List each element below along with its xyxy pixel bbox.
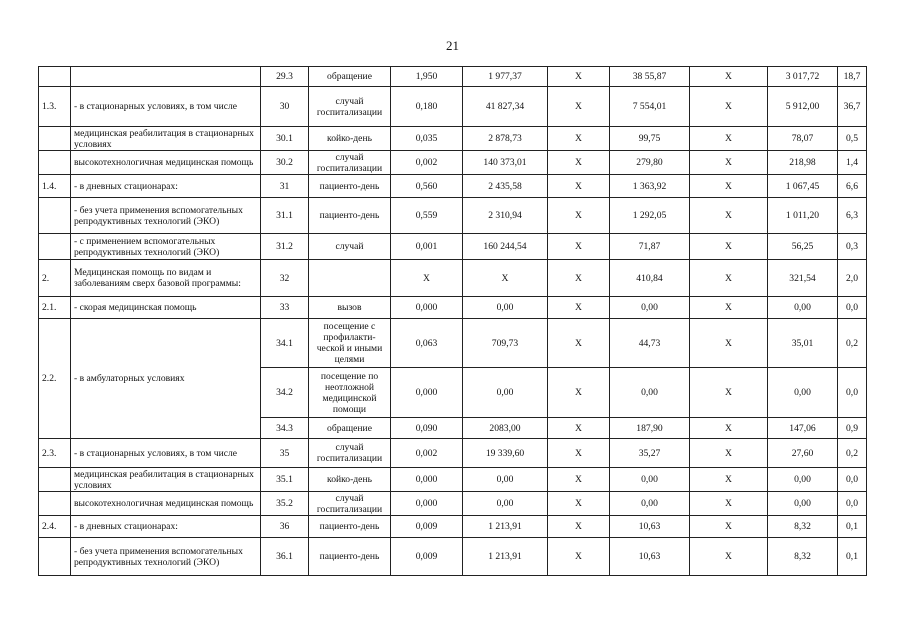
row-total: 321,54 xyxy=(768,260,838,297)
row-line-code: 30.2 xyxy=(261,151,309,175)
row-unit: случай госпитализации xyxy=(309,87,391,127)
row-number: 2. xyxy=(39,260,71,297)
row-name: - с применением вспомогательных репродуктивных технологий (ЭКО) xyxy=(71,234,261,260)
row-cost: 0,00 xyxy=(463,297,548,319)
row-sum: 1 292,05 xyxy=(610,198,690,234)
row-volume: 0,559 xyxy=(391,198,463,234)
row-x1: X xyxy=(548,175,610,198)
table-row xyxy=(39,439,867,468)
row-unit: обращение xyxy=(309,67,391,87)
row-x1: X xyxy=(548,468,610,492)
row-percent: 0,2 xyxy=(838,319,867,368)
row-unit: пациенто-день xyxy=(309,516,391,538)
row-name: - в дневных стационарах: xyxy=(71,516,261,538)
row-percent: 1,4 xyxy=(838,151,867,175)
row-line-code: 36.1 xyxy=(261,538,309,576)
row-volume: 0,000 xyxy=(391,297,463,319)
row-sum: 0,00 xyxy=(610,297,690,319)
row-x2: X xyxy=(690,538,768,576)
row-volume: 0,002 xyxy=(391,439,463,468)
table-row xyxy=(39,175,867,198)
row-volume: 0,000 xyxy=(391,492,463,516)
row-total: 27,60 xyxy=(768,439,838,468)
row-name: - в стационарных условиях, в том числе xyxy=(71,439,261,468)
row-number xyxy=(39,151,71,175)
row-unit: вызов xyxy=(309,297,391,319)
row-x1: X xyxy=(548,516,610,538)
row-number xyxy=(39,67,71,87)
row-percent: 0,5 xyxy=(838,127,867,151)
row-total: 8,32 xyxy=(768,516,838,538)
row-sum: 10,63 xyxy=(610,538,690,576)
row-line-code: 30 xyxy=(261,87,309,127)
row-line-code: 33 xyxy=(261,297,309,319)
row-cost: 1 977,37 xyxy=(463,67,548,87)
row-percent: 0,0 xyxy=(838,468,867,492)
row-cost: 0,00 xyxy=(463,368,548,418)
row-line-code: 31.2 xyxy=(261,234,309,260)
row-percent: 0,0 xyxy=(838,492,867,516)
row-percent: 0,2 xyxy=(838,439,867,468)
row-x1: X xyxy=(548,151,610,175)
row-x2: X xyxy=(690,198,768,234)
row-cost: 41 827,34 xyxy=(463,87,548,127)
row-cost: 1 213,91 xyxy=(463,516,548,538)
row-percent: 0,3 xyxy=(838,234,867,260)
row-number: 2.4. xyxy=(39,516,71,538)
row-volume: 0,009 xyxy=(391,516,463,538)
row-x1: X xyxy=(548,67,610,87)
row-total: 218,98 xyxy=(768,151,838,175)
row-number xyxy=(39,198,71,234)
row-name: - скорая медицинская помощь xyxy=(71,297,261,319)
row-volume: 0,002 xyxy=(391,151,463,175)
row-sum: 1 363,92 xyxy=(610,175,690,198)
row-percent: 0,9 xyxy=(838,418,867,439)
row-sum: 187,90 xyxy=(610,418,690,439)
row-unit: койко-день xyxy=(309,468,391,492)
row-number xyxy=(39,234,71,260)
row-x2: X xyxy=(690,67,768,87)
row-cost: X xyxy=(463,260,548,297)
row-percent: 0,0 xyxy=(838,368,867,418)
row-x1: X xyxy=(548,87,610,127)
row-x2: X xyxy=(690,127,768,151)
row-volume: X xyxy=(391,260,463,297)
row-unit: койко-день xyxy=(309,127,391,151)
row-name: медицинская реабилитация в стационарных условиях xyxy=(71,468,261,492)
row-line-code: 31.1 xyxy=(261,198,309,234)
row-x2: X xyxy=(690,418,768,439)
table-row xyxy=(39,87,867,127)
row-x1: X xyxy=(548,260,610,297)
row-total: 147,06 xyxy=(768,418,838,439)
row-cost: 2083,00 xyxy=(463,418,548,439)
table-row xyxy=(39,492,867,516)
table-row xyxy=(39,260,867,297)
row-number xyxy=(39,538,71,576)
row-percent: 6,3 xyxy=(838,198,867,234)
table-row xyxy=(39,468,867,492)
row-line-code: 29.3 xyxy=(261,67,309,87)
row-volume: 0,001 xyxy=(391,234,463,260)
row-unit xyxy=(309,260,391,297)
row-percent: 0,1 xyxy=(838,516,867,538)
row-line-code: 34.3 xyxy=(261,418,309,439)
row-total: 0,00 xyxy=(768,468,838,492)
row-x2: X xyxy=(690,175,768,198)
row-total: 0,00 xyxy=(768,297,838,319)
row-total: 0,00 xyxy=(768,368,838,418)
row-cost: 0,00 xyxy=(463,468,548,492)
row-sum: 0,00 xyxy=(610,368,690,418)
row-sum: 35,27 xyxy=(610,439,690,468)
row-unit: случай госпитализации xyxy=(309,492,391,516)
row-name: высокотехнологичная медицинская помощь xyxy=(71,492,261,516)
row-x1: X xyxy=(548,368,610,418)
table-row xyxy=(39,319,867,368)
row-x1: X xyxy=(548,538,610,576)
row-name: - без учета применения вспомогательных репродуктивных технологий (ЭКО) xyxy=(71,198,261,234)
row-x2: X xyxy=(690,319,768,368)
row-sum: 99,75 xyxy=(610,127,690,151)
row-total: 0,00 xyxy=(768,492,838,516)
row-sum: 7 554,01 xyxy=(610,87,690,127)
row-name: высокотехнологичная медицинская помощь xyxy=(71,151,261,175)
row-sum: 10,63 xyxy=(610,516,690,538)
row-x2: X xyxy=(690,87,768,127)
row-volume: 1,950 xyxy=(391,67,463,87)
row-x2: X xyxy=(690,439,768,468)
row-x1: X xyxy=(548,439,610,468)
row-volume: 0,063 xyxy=(391,319,463,368)
row-percent: 6,6 xyxy=(838,175,867,198)
table-row xyxy=(39,151,867,175)
table-row xyxy=(39,127,867,151)
row-unit: посещение по неотложной медицинской помощи xyxy=(309,368,391,418)
row-unit: случай xyxy=(309,234,391,260)
row-sum: 279,80 xyxy=(610,151,690,175)
row-name: Медицинская помощь по видам и заболеваниям сверх базовой программы: xyxy=(71,260,261,297)
row-sum: 44,73 xyxy=(610,319,690,368)
row-total: 3 017,72 xyxy=(768,67,838,87)
row-number: 1.4. xyxy=(39,175,71,198)
row-cost: 0,00 xyxy=(463,492,548,516)
row-x1: X xyxy=(548,127,610,151)
row-x1: X xyxy=(548,198,610,234)
row-cost: 2 878,73 xyxy=(463,127,548,151)
row-total: 5 912,00 xyxy=(768,87,838,127)
row-x2: X xyxy=(690,492,768,516)
row-percent: 0,0 xyxy=(838,297,867,319)
row-volume: 0,035 xyxy=(391,127,463,151)
row-cost: 2 435,58 xyxy=(463,175,548,198)
row-line-code: 35.2 xyxy=(261,492,309,516)
row-x1: X xyxy=(548,297,610,319)
row-total: 78,07 xyxy=(768,127,838,151)
row-unit: посещение с профилакти-ческой и иными целями xyxy=(309,319,391,368)
row-volume: 0,000 xyxy=(391,468,463,492)
row-x2: X xyxy=(690,234,768,260)
row-volume: 0,090 xyxy=(391,418,463,439)
row-line-code: 34.1 xyxy=(261,319,309,368)
row-cost: 2 310,94 xyxy=(463,198,548,234)
row-x1: X xyxy=(548,492,610,516)
row-total: 8,32 xyxy=(768,538,838,576)
row-percent: 2,0 xyxy=(838,260,867,297)
row-x2: X xyxy=(690,516,768,538)
row-sum: 71,87 xyxy=(610,234,690,260)
row-number: 2.1. xyxy=(39,297,71,319)
table-row xyxy=(39,198,867,234)
row-volume: 0,560 xyxy=(391,175,463,198)
row-sum: 38 55,87 xyxy=(610,67,690,87)
table-row xyxy=(39,538,867,576)
row-total: 1 011,20 xyxy=(768,198,838,234)
row-line-code: 35.1 xyxy=(261,468,309,492)
row-number: 2.2. xyxy=(39,319,71,439)
row-sum: 0,00 xyxy=(610,492,690,516)
row-unit: случай госпитализации xyxy=(309,439,391,468)
row-percent: 18,7 xyxy=(838,67,867,87)
row-x1: X xyxy=(548,319,610,368)
row-unit: пациенто-день xyxy=(309,538,391,576)
row-line-code: 30.1 xyxy=(261,127,309,151)
row-total: 1 067,45 xyxy=(768,175,838,198)
row-line-code: 34.2 xyxy=(261,368,309,418)
row-line-code: 31 xyxy=(261,175,309,198)
row-sum: 0,00 xyxy=(610,468,690,492)
row-x2: X xyxy=(690,468,768,492)
row-cost: 140 373,01 xyxy=(463,151,548,175)
row-number xyxy=(39,468,71,492)
row-volume: 0,180 xyxy=(391,87,463,127)
row-unit: пациенто-день xyxy=(309,175,391,198)
row-volume: 0,009 xyxy=(391,538,463,576)
row-name xyxy=(71,67,261,87)
table-row xyxy=(39,67,867,87)
row-number: 2.3. xyxy=(39,439,71,468)
row-cost: 1 213,91 xyxy=(463,538,548,576)
row-cost: 709,73 xyxy=(463,319,548,368)
row-number xyxy=(39,127,71,151)
row-unit: обращение xyxy=(309,418,391,439)
row-unit: пациенто-день xyxy=(309,198,391,234)
row-x2: X xyxy=(690,151,768,175)
row-x2: X xyxy=(690,297,768,319)
row-number xyxy=(39,492,71,516)
row-cost: 19 339,60 xyxy=(463,439,548,468)
row-name: - в дневных стационарах: xyxy=(71,175,261,198)
row-percent: 0,1 xyxy=(838,538,867,576)
row-cost: 160 244,54 xyxy=(463,234,548,260)
row-x2: X xyxy=(690,260,768,297)
row-total: 35,01 xyxy=(768,319,838,368)
row-name: медицинская реабилитация в стационарных условиях xyxy=(71,127,261,151)
row-line-code: 35 xyxy=(261,439,309,468)
row-name: - в стационарных условиях, в том числе xyxy=(71,87,261,127)
row-unit: случай госпитализации xyxy=(309,151,391,175)
row-sum: 410,84 xyxy=(610,260,690,297)
tariff-table xyxy=(38,66,867,576)
table-row xyxy=(39,297,867,319)
row-volume: 0,000 xyxy=(391,368,463,418)
row-x1: X xyxy=(548,418,610,439)
table-row xyxy=(39,516,867,538)
row-x1: X xyxy=(548,234,610,260)
page-number: 21 xyxy=(446,38,459,53)
row-line-code: 32 xyxy=(261,260,309,297)
row-name: - без учета применения вспомогательных репродуктивных технологий (ЭКО) xyxy=(71,538,261,576)
row-total: 56,25 xyxy=(768,234,838,260)
row-line-code: 36 xyxy=(261,516,309,538)
row-x2: X xyxy=(690,368,768,418)
row-name: - в амбулаторных условиях xyxy=(71,319,261,439)
row-percent: 36,7 xyxy=(838,87,867,127)
row-number: 1.3. xyxy=(39,87,71,127)
table-row xyxy=(39,234,867,260)
